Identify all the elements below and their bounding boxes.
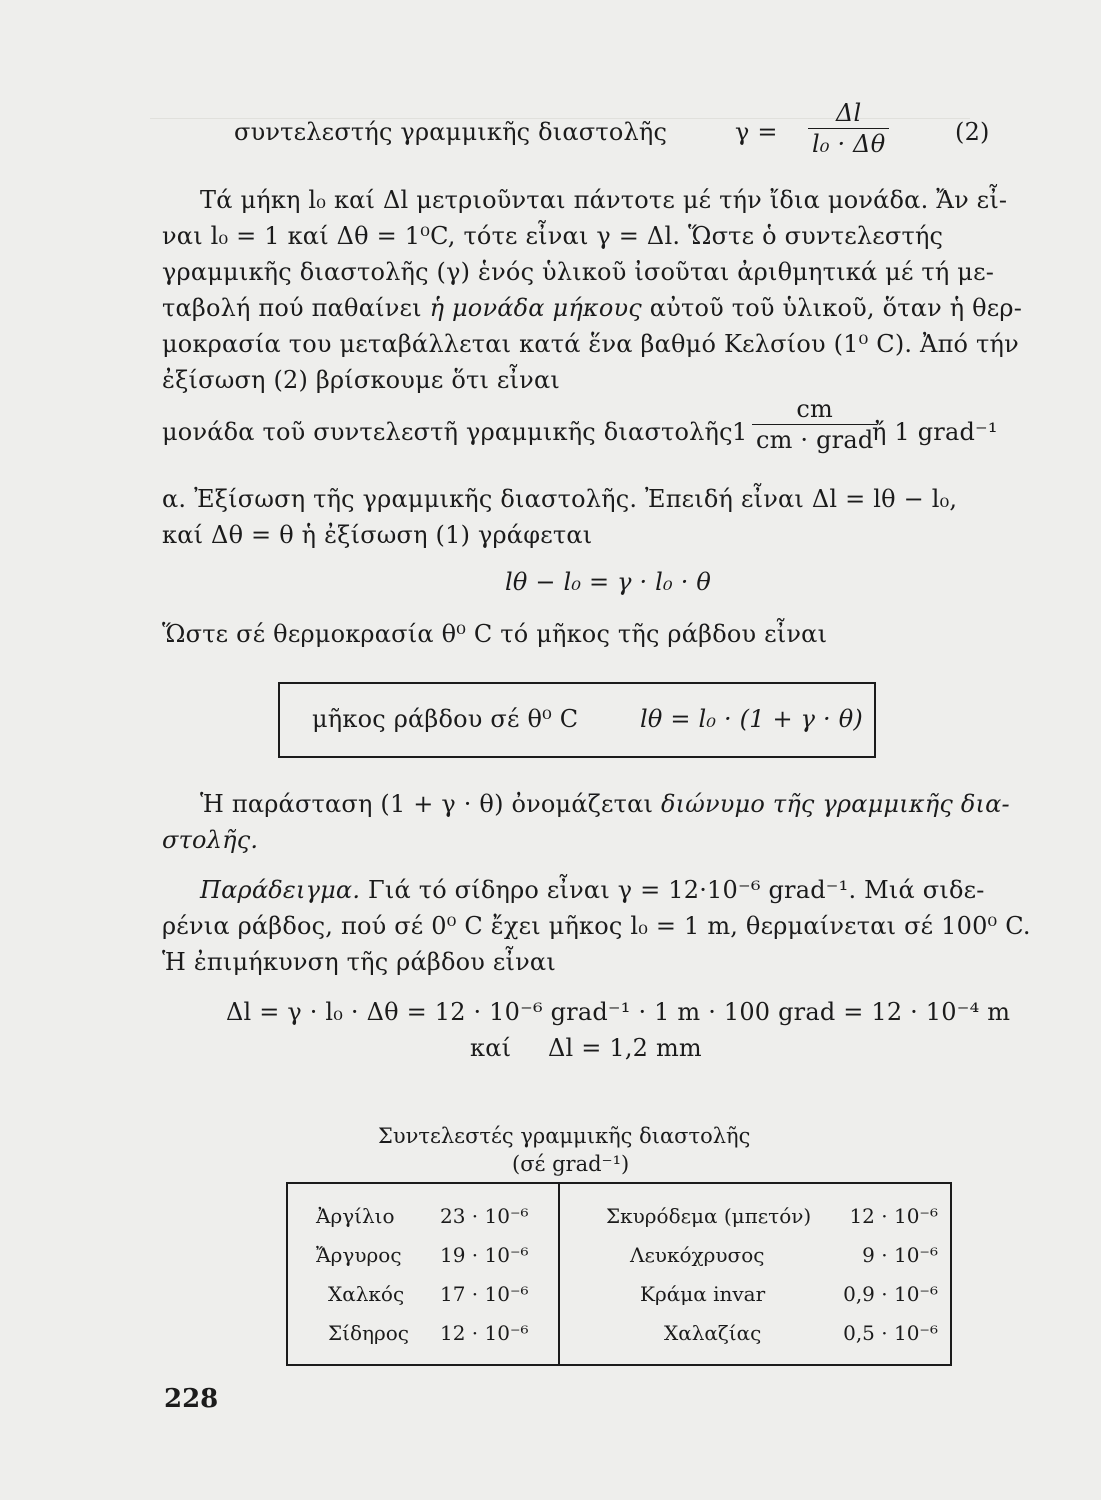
equation-2-numerator: Δl [808, 100, 889, 129]
para1-line2: ναι l₀ = 1 καί Δθ = 1⁰C, τότε εἶναι γ = Δl. Ὥστε ὁ συντελεστής [162, 222, 944, 250]
table-subtitle: (σέ grad⁻¹) [512, 1152, 630, 1176]
section-a-line1: α. Ἐξίσωση τῆς γραμμικῆς διαστολῆς. Ἐπειδή εἶναι Δl = lθ − l₀, [162, 485, 958, 513]
para1-line4-emphasis: ἡ μονάδα μήκους [429, 294, 642, 322]
table-row-right-name: Λευκόχρυσος [630, 1243, 765, 1267]
example-label: Παράδειγμα. [200, 876, 361, 904]
para1-line4-end: αὐτοῦ τοῦ ὑλικοῦ, ὅταν ἡ θερ- [649, 294, 1023, 322]
table-row-right-value: 0,5 · 10⁻⁶ [843, 1321, 938, 1345]
example-text: Γιά τό σίδηρο εἶναι γ = 12·10⁻⁶ grad⁻¹. Μιά σιδε- [368, 876, 985, 904]
table-row-left-value: 17 · 10⁻⁶ [440, 1282, 529, 1306]
para1-line6: ἐξίσωση (2) βρίσκουμε ὅτι εἶναι [162, 366, 560, 394]
unit-label: μονάδα τοῦ συντελεστῆ γραμμικῆς διαστολῆς [162, 418, 733, 446]
example-result: Δl = 1,2 mm [548, 1034, 702, 1062]
table-row-right-name: Χαλαζίας [664, 1321, 762, 1345]
table-row-right-name: Σκυρόδεμα (μπετόν) [606, 1204, 812, 1228]
section-a-line2: καί Δθ = θ ἡ ἐξίσωση (1) γράφεται [162, 521, 593, 549]
binomial-line2: στολῆς. [162, 826, 259, 854]
equation-2-fraction [808, 100, 889, 158]
table-row-left-name: Ἄργυρος [316, 1243, 402, 1267]
example-line2: ρένια ράβδος, πού σέ 0⁰ C ἔχει μῆκος l₀ = 1 m, θερμαίνεται σέ 100⁰ C. [162, 912, 1031, 940]
unit-fraction [752, 396, 877, 454]
table-row-right-value: 9 · 10⁻⁶ [862, 1243, 938, 1267]
table-row-left-name: Ἀργίλιο [316, 1204, 395, 1228]
example-and: καί [470, 1034, 512, 1062]
unit-numerator: cm [752, 396, 877, 425]
para1-line1: Τά μήκη l₀ καί Δl μετριοῦνται πάντοτε μέ τήν ἴδια μονάδα. Ἄν εἶ- [200, 186, 1008, 214]
section-a-equation: lθ − l₀ = γ · l₀ · θ [505, 568, 712, 596]
boxed-formula-label: μῆκος ράβδου σέ θ⁰ C [312, 705, 579, 733]
expansion-table [286, 1182, 952, 1366]
table-row-right-value: 0,9 · 10⁻⁶ [843, 1282, 938, 1306]
example-line1 [200, 876, 985, 904]
section-a-line3: Ὥστε σέ θερμοκρασία θ⁰ C τό μῆκος τῆς ράβδου εἶναι [162, 620, 828, 648]
table-row-left-value: 23 · 10⁻⁶ [440, 1204, 529, 1228]
equation-2-denominator: l₀ · Δθ [812, 130, 886, 159]
binomial-line1 [200, 790, 1010, 818]
example-line3: Ἡ ἐπιμήκυνση τῆς ράβδου εἶναι [162, 948, 556, 976]
equation-2-lhs: γ = [735, 118, 778, 146]
unit-one: 1 [732, 418, 748, 446]
table-row-right-value: 12 · 10⁻⁶ [849, 1204, 938, 1228]
unit-denominator: cm · grad [756, 426, 874, 455]
table-row-left-value: 12 · 10⁻⁶ [440, 1321, 529, 1345]
equation-2-label: συντελεστής γραμμικῆς διαστολῆς [234, 118, 668, 146]
page-number: 228 [164, 1384, 219, 1414]
equation-2-number: (2) [955, 118, 990, 146]
table-row-left-name: Χαλκός [328, 1282, 405, 1306]
binomial-text: Ἡ παράσταση (1 + γ · θ) ὀνομάζεται [200, 790, 654, 818]
boxed-formula-expression: lθ = l₀ · (1 + γ · θ) [640, 705, 863, 733]
para1-line4-start: ταβολή πού παθαίνει [162, 294, 422, 322]
para1-line3: γραμμικῆς διαστολῆς (γ) ἑνός ὑλικοῦ ἰσοῦται ἀριθμητικά μέ τή με- [162, 258, 995, 286]
binomial-term: διώνυμο τῆς γραμμικῆς δια- [660, 790, 1010, 818]
example-calculation: Δl = γ · l₀ · Δθ = 12 · 10⁻⁶ grad⁻¹ · 1 m · 100 grad = 12 · 10⁻⁴ m [226, 998, 1011, 1026]
table-row-left-value: 19 · 10⁻⁶ [440, 1243, 529, 1267]
para1-line5: μοκρασία του μεταβάλλεται κατά ἕνα βαθμό Κελσίου (1⁰ C). Ἀπό τήν [162, 330, 1019, 358]
para1-line4 [162, 294, 1022, 322]
table-title: Συντελεστές γραμμικῆς διαστολῆς [378, 1124, 751, 1148]
table-divider [558, 1184, 560, 1364]
table-row-left-name: Σίδηρος [328, 1321, 410, 1345]
unit-alternative: ἤ 1 grad⁻¹ [872, 418, 998, 446]
table-row-right-name: Κράμα invar [640, 1282, 766, 1306]
